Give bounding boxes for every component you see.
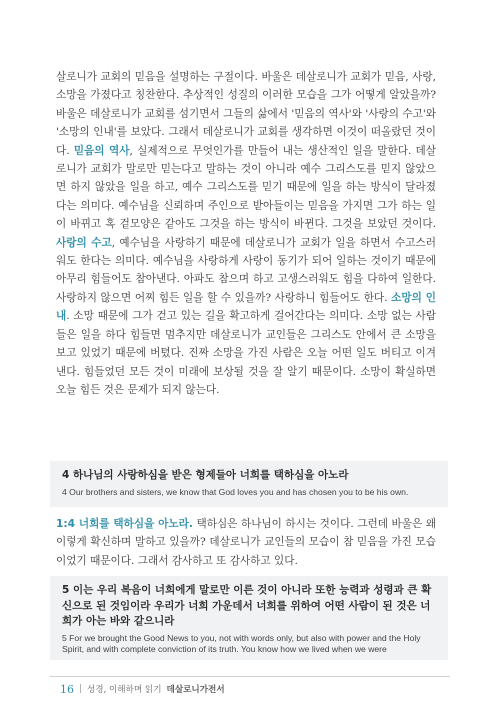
verse-4-english: 4 Our brothers and sisters, we know that God loves you and has chosen you to be his own. (62, 486, 409, 497)
paragraph-text-4: . 소망 때문에 그가 걷고 있는 길을 확고하게 걸어간다는 의미다. 소망 없는 사람들은 일을 하다 힘들면 멈추지만 데살로니가 교인들은 그리스도 안에서 큰 소망을 보고 있었기 때문에 버텼다. 진짜 소망을 가진 사람은 오늘 어떤 일도 버티고 이겨낸다. 힘들었던 모든 것이 미래에 보상될 것을 잘 알기 때문이다. 소망이 확실하면 오늘 힘든 것은 문제가 되지 않는다. (56, 310, 436, 396)
verse-5-korean: 5 이는 우리 복음이 너희에게 말로만 이른 것이 아니라 또한 능력과 성령과 큰 확신으로 된 것임이라 우리가 너희 가운데서 너희를 위하여 어떤 사람이 된 것은 너희가 아는 바와 같으니라 (62, 584, 432, 627)
verse-5-english: 5 For we brought the Good News to you, not with words only, but also with power and the Holy Spirit, and with complete conviction of its truth. You know how we lived when we were (62, 632, 421, 654)
highlight-faith: 믿음의 역사 (73, 144, 130, 157)
verse-box-5 (50, 576, 448, 660)
verse-4-korean: 4 하나님의 사랑하심을 받은 형제들아 너희를 택하심을 아노라 (62, 469, 349, 481)
commentary-paragraph (56, 68, 436, 399)
highlight-love: 사랑의 수고 (56, 236, 112, 249)
footer-separator: | (79, 684, 82, 694)
page-number: 16 (60, 682, 74, 696)
verse-box-4 (50, 461, 448, 507)
verse-4-commentary (56, 515, 436, 570)
paragraph-text-2: , 실제적으로 무엇인가를 만들어 내는 생산적인 일을 말한다. 데살로니가 교회가 말로만 믿는다고 말하는 것이 아니라 예수 그리스도를 믿지 않았으면 하지 않았을 일을 하고, 예수 그리스도를 믿기 때문에 일을 하는 방식이 달라졌다는 의미다. 예수님을 신뢰하며 주인으로 받아들이는 믿음을 가지면 그가 하는 일이 바뀌고 혹 겉모양은 같아도 그것을 하는 방식이 바뀐다. 그것을 보았던 것이다. (56, 144, 436, 231)
highlight-hope: 소망의 인내 (56, 291, 436, 323)
page-footer (60, 682, 225, 696)
paragraph-text-1: 살로니가 교회의 믿음을 설명하는 구절이다. 바울은 데살로니가 교회가 믿음, 사랑, 소망을 가졌다고 칭찬한다. 추상적인 성질의 이러한 모습을 그가 어떻게 알았을까? 바울은 데살로니가 교회를 섬기면서 그들의 삶에서 '믿음의 역사'와 '사랑의 수고'와 '소망의 인내'를 보았다. 그래서 데살로니가 교회를 생각하면 이것이 떠올랐던 것이다. (56, 71, 436, 157)
footer-divider (50, 676, 450, 677)
series-title: 성경, 이해하며 읽기 (86, 685, 162, 695)
paragraph-text-3: , 예수님을 사랑하기 때문에 데살로니가 교회가 일을 하면서 수고스러워도 한다는 의미다. 예수님을 사랑하게 사랑이 동기가 되어 일하는 것이기 때문에 아무리 힘들어도 참아낸다. 아파도 참으며 하고 고생스러워도 힘을 다하여 일한다. 사랑하지 않으면 어찌 힘든 일을 할 수 있을까? 사랑하니 힘들어도 한다. (56, 236, 436, 304)
verse-reference: 1:4 너희를 택하심을 아노라. (56, 518, 193, 530)
book-title: 데살로니가전서 (166, 685, 225, 695)
commentary-text: 택하심은 하나님이 하시는 것이다. 그런데 바울은 왜 이렇게 확신하며 말하고 있을까? 데살로니가 교인들의 모습이 참 믿음을 가진 모습이었기 때문이다. 그래서 감사하고 또 감사하고 있다. (56, 518, 437, 567)
